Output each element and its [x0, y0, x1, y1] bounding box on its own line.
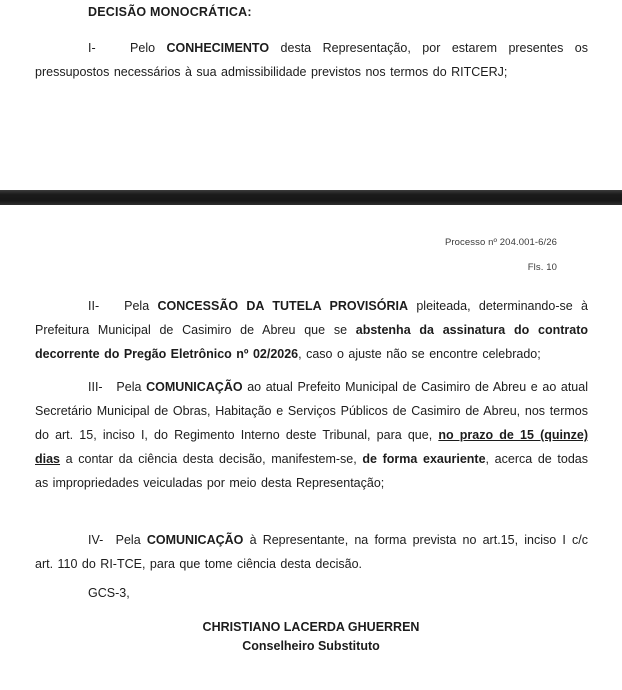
sheet-number: Fls. 10 [527, 262, 557, 273]
page-break-bar [0, 190, 622, 205]
process-number: Processo nº 204.001-6/26 [444, 237, 557, 248]
paragraph-item-iv: IV- Pela COMUNICAÇÃO à Representante, na forma prevista no art.15, inciso I c/c art. 110 do RI-TCE, para que tome ciência desta decisão. [35, 533, 588, 571]
signature-block [0, 618, 622, 655]
paragraph-item-ii: II- Pela CONCESSÃO DA TUTELA PROVISÓRIA pleiteada, determinando-se à Prefeitura Municipal de Casimiro de Abreu que se abstenha da assinatura do contrato decorrente do Pregão Eletrônico nº 02/2026, caso o ajuste não se encontre celebrado; [35, 299, 588, 361]
signature-name: CHRISTIANO LACERDA GHUERREN [202, 620, 420, 634]
paragraph-item-iii: III- Pela COMUNICAÇÃO ao atual Prefeito Municipal de Casimiro de Abreu e ao atual Secretário Municipal de Obras, Habitação e Serviços Públicos de Casimiro de Abreu, nos termos do art. 15, inciso I, do Regimento Interno deste Tribunal, para que, no prazo de 15 (quinze) dias a contar da ciência desta decisão, manifestem-se, de forma exauriente, acerca de todas as impropriedades veiculadas por meio desta Representação; [35, 380, 588, 490]
closing-mark: GCS-3, [88, 586, 130, 600]
paragraph-item-i: I- Pelo CONHECIMENTO desta Representação, por estarem presentes os pressupostos necessários à sua admissibilidade previstos nos termos do RITCERJ; [35, 41, 589, 79]
signature-title: Conselheiro Substituto [242, 638, 380, 653]
document-heading: DECISÃO MONOCRÁTICA: [88, 5, 252, 19]
